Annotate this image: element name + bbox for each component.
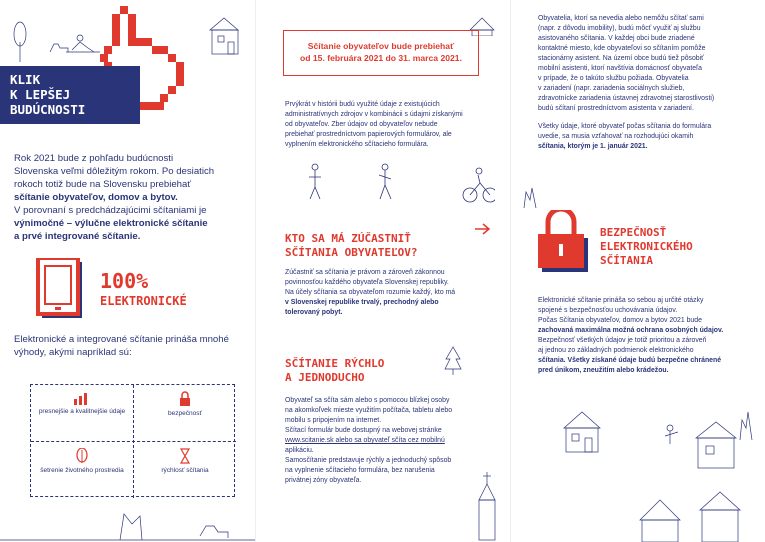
church-illustration xyxy=(465,470,510,542)
text-line: v zariadení (napr. zariadenia sociálnych služieb, xyxy=(538,85,685,92)
heading-line: ELEKTRONICKÉHO xyxy=(600,240,693,253)
intro-line: V porovnaní s predchádzajúcimi sčítaniami je xyxy=(14,205,207,216)
intro-line: rokoch totiž bude na Slovensku prebiehať xyxy=(14,179,191,190)
banner-line: K LEPŠEJ xyxy=(10,87,71,102)
text-line: pred únikom, zneužitím alebo krádežou. xyxy=(538,367,669,374)
text-line: v Slovenskej republike trvalý, prechodný alebo xyxy=(285,299,439,306)
intro-line: výnimočné – výlučne elektronické sčítanie xyxy=(14,218,208,229)
padlock-icon xyxy=(534,210,594,276)
text-line: zdravotnícke zariadenia ústavnej zdravotnej starostlivosti) xyxy=(538,95,715,102)
intro-line: Slovenska veľmi dôležitým rokom. Po desiatich xyxy=(14,166,215,177)
text-line: Všetky údaje, ktoré obyvateľ počas sčítania do formulára xyxy=(538,123,712,130)
text-line: administratívnych zdrojov v kombinácii s údajmi získanými xyxy=(285,111,463,118)
text-line: v prípade, že o takúto službu požiada. Obyvatelia xyxy=(538,75,689,82)
text-line: Sčítací formulár bude dostupný na webovej stránke xyxy=(285,427,442,434)
text-line: od obyvateľov. Zber údajov od obyvateľov nebude xyxy=(285,121,438,128)
column-1 xyxy=(0,0,255,542)
bar-chart-icon xyxy=(72,391,92,405)
banner-line: KLIK xyxy=(10,72,41,87)
benefit-label: šetrenie životného prostredia xyxy=(40,467,124,474)
notice-line: od 15. februára 2021 do 31. marca 2021. xyxy=(300,53,462,63)
lock-icon xyxy=(178,391,192,407)
text-line: mobilní asistenti, ktorí navštívia domácnosť obyvateľa xyxy=(538,65,702,72)
text-line: Obyvatelia, ktorí sa nevedia alebo nemôžu sčítať sami xyxy=(538,15,704,22)
tablet-icon xyxy=(36,258,86,322)
text-line: Elektronické sčítanie prináša so sebou aj určité otázky xyxy=(538,297,704,304)
text-line: na akomkoľvek mieste využitím počítača, tabletu alebo xyxy=(285,407,453,414)
text-line: Bezpečnosť všetkých údajov je totiž prioritou a zároveň xyxy=(538,337,707,344)
intro-line: a prvé integrované sčítanie. xyxy=(14,231,141,242)
benefit-environment xyxy=(31,442,133,498)
text-line: aj jednou zo základných podmienok elektronického xyxy=(538,347,694,354)
benefit-speed xyxy=(134,442,236,498)
text-line: privátnej zóny obyvateľa. xyxy=(285,477,362,484)
intro-line: Rok 2021 bude z pohľadu budúcnosti xyxy=(14,153,174,164)
text-line: budú sčítaní prostredníctvom asistenta v zariadení. xyxy=(538,105,694,112)
intro-text xyxy=(14,152,246,243)
notice-line: Sčítanie obyvateľov bude prebiehať xyxy=(307,41,455,51)
arrow-icon xyxy=(473,222,495,236)
heading-line: A JEDNODUCHO xyxy=(285,371,365,384)
text-line: (napr. z dôvodu imobility), budú môcť využiť aj službu xyxy=(538,25,701,32)
text-line: uvedie, sa musia vzťahovať na rozhodujúci okamih xyxy=(538,133,694,140)
census-period-notice xyxy=(283,30,479,76)
text-line: mobilu s pripojením na internet. xyxy=(285,417,382,424)
security-heading xyxy=(600,226,693,268)
text-line: tolerovaný pobyt. xyxy=(285,309,343,316)
text-line: na vyplnenie sčítacieho formulára, bez narušenia xyxy=(285,467,435,474)
benefits-grid xyxy=(30,384,235,497)
census-website-link[interactable]: www.scitanie.sk alebo sa obyvateľ sčíta cez mobilnú xyxy=(285,437,445,444)
text-line: vyplnením elektronického sčítacieho formulára. xyxy=(285,141,429,148)
tree-icon xyxy=(443,345,463,377)
heading-line: SČÍTANIA OBYVATEĽOV? xyxy=(285,246,418,259)
text-line: Samosčítanie predstavuje rýchly a jednoduchý spôsob xyxy=(285,457,452,464)
hourglass-icon xyxy=(178,448,192,464)
text-line: prebiehať prostredníctvom papierových formulárov, ale xyxy=(285,131,452,138)
participation-paragraph xyxy=(285,268,500,318)
heading-line: SČÍTANIA xyxy=(600,254,653,267)
percent-block xyxy=(100,270,187,309)
text-line: sčítania, ktorým je 1. január 2021. xyxy=(538,143,648,150)
reference-date-paragraph xyxy=(538,122,758,152)
heading-line: BEZPEČNOSŤ xyxy=(600,226,667,239)
bottom-illustration xyxy=(0,500,255,542)
text-line: spojené s bezpečnosťou uchovávania údajov. xyxy=(538,307,678,314)
text-line: aplikáciu. xyxy=(285,447,314,454)
text-line: kontaktné miesto, kde obyvateľovi so sčítaním pomôže xyxy=(538,45,706,52)
middle-illustration xyxy=(520,172,760,212)
benefit-label: bezpečnosť xyxy=(168,410,202,417)
benefit-data-quality xyxy=(31,385,133,441)
benefit-security xyxy=(134,385,236,441)
benefit-label: rýchlosť sčítania xyxy=(161,467,209,474)
leaf-icon xyxy=(75,448,89,464)
text-line: asistovaného sčítania. V každej obci bude zriadené xyxy=(538,35,695,42)
text-line: stacionárny asistent. Na území obce budú tiež pôsobiť xyxy=(538,55,704,62)
click-for-future-banner xyxy=(0,66,140,124)
advantages-text: Elektronické a integrované sčítanie prináša mnohé výhody, akými napríklad sú: xyxy=(14,334,229,358)
column-3 xyxy=(510,0,765,542)
people-illustration xyxy=(295,155,495,215)
text-line: sčítania. Všetky získané údaje budú bezpečne chránené xyxy=(538,357,722,364)
text-line: Zúčastniť sa sčítania je právom a zároveň zákonnou xyxy=(285,269,445,276)
history-paragraph xyxy=(285,100,500,150)
benefit-label: presnejšie a kvalitnejšie údaje xyxy=(38,408,126,415)
text-line: Počas Sčítania obyvateľov, domov a bytov 2021 bude xyxy=(538,317,702,324)
text-line: Obyvateľ sa sčíta sám alebo s pomocou blízkej osoby xyxy=(285,397,450,404)
text-line: povinnosťou každého obyvateľa Slovenskej republiky. xyxy=(285,279,449,286)
text-line: Na účely sčítania sa obyvateľom rozumie každý, kto má xyxy=(285,289,456,296)
quick-and-easy-heading xyxy=(285,357,384,385)
column-2 xyxy=(255,0,510,542)
percent-label: ELEKTRONICKÉ xyxy=(100,294,187,308)
who-participates-heading xyxy=(285,232,417,260)
text-line: zachovaná maximálna možná ochrana osobných údajov. xyxy=(538,327,724,334)
security-paragraph xyxy=(538,296,758,376)
heading-line: SČÍTANIE RÝCHLO xyxy=(285,357,385,370)
banner-line: BUDÚCNOSTI xyxy=(10,102,86,117)
text-line: Prvýkrát v histórii budú využité údaje z existujúcich xyxy=(285,101,440,108)
heading-line: KTO SA MÁ ZÚČASTNIŤ xyxy=(285,232,411,245)
assisted-census-paragraph xyxy=(538,14,758,114)
intro-line: sčítanie obyvateľov, domov a bytov. xyxy=(14,192,178,203)
houses-illustration xyxy=(520,400,765,542)
percent-value: 100% xyxy=(100,269,149,293)
